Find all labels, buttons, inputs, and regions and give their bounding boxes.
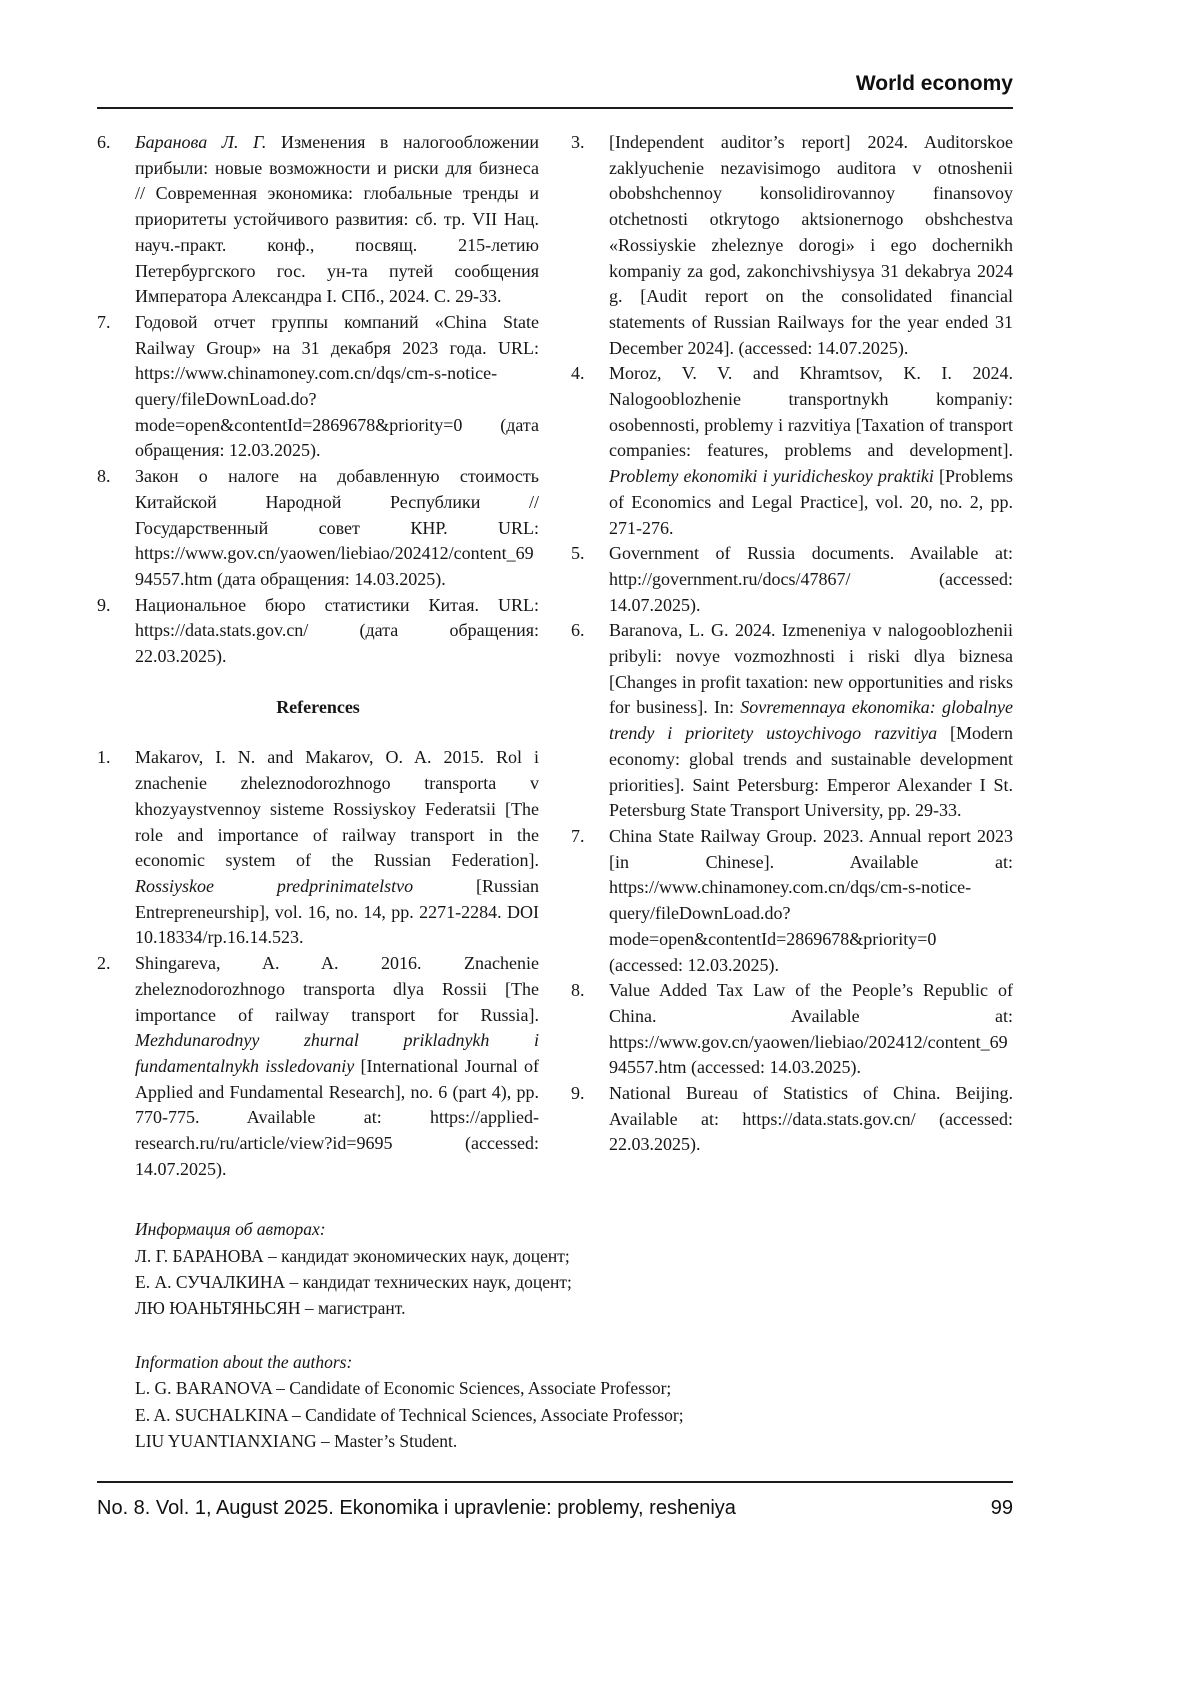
page-content <box>97 0 1013 1454</box>
reference-text: Баранова Л. Г. Изменения в налогообложении прибыли: новые возможности и риски для бизнеса // Современная экономика: глобальные тренды и приоритеты устойчивого развития: сб. тр. VII Нац. науч.-практ. конф., посвящ. 215-летию Петербургского гос. ун-та путей сообщения Императора Александра I. СПб., 2024. С. 29-33. <box>135 132 539 307</box>
reference-number: 1. <box>97 747 111 768</box>
reference-text: Moroz, V. V. and Khramtsov, K. I. 2024. Nalogooblozhenie transportnykh kompaniy: osobennosti, problemy i razvitiya [Taxation of transport companies: features, problems and development]. Problemy ekonomiki i yuridicheskoy praktiki [Problems of Economics and Legal Practice], vol. 20, no. 2, pp. 271-276. <box>609 363 1013 538</box>
authors-heading-russian: Информация об авторах: <box>135 1219 326 1240</box>
reference-number: 8. <box>571 980 585 1001</box>
footer-rule <box>97 1481 1013 1483</box>
reference-item <box>571 824 1013 978</box>
author-line: ЛЮ ЮАНЬТЯНЬСЯН – магистрант. <box>135 1298 406 1319</box>
reference-item <box>571 361 1013 541</box>
author-line: LIU YUANTIANXIANG – Master’s Student. <box>135 1430 458 1451</box>
reference-text: Годовой отчет группы компаний «China State Railway Group» на 31 декабря 2023 года. URL: https://www.chinamoney.com.cn/dqs/cm-s-notice-query/fileDownLoad.do?mode=open&contentId=2869678&priority=0 (дата обращения: 12.03.2025). <box>135 311 539 461</box>
reference-item <box>97 130 539 310</box>
page-footer <box>97 1481 1013 1520</box>
reference-item <box>571 618 1013 824</box>
page-header <box>97 0 1013 109</box>
reference-item <box>97 951 539 1182</box>
author-line: Л. Г. БАРАНОВА – кандидат экономических наук, доцент; <box>135 1245 570 1266</box>
reference-item <box>571 978 1013 1081</box>
reference-number: 6. <box>97 132 111 152</box>
reference-text: Makarov, I. N. and Makarov, O. A. 2015. Rol i znachenie zheleznodorozhnogo transporta v khozyaystvennoy sisteme Rossiyskoy Federatsii [The role and importance of railway transport in the economic system of the Russian Federation]. Rossiyskoe predprinimatelstvo [Russian Entrepreneurship], vol. 16, no. 14, pp. 2271-2284. DOI 10.18334/rp.16.14.523. <box>135 747 540 948</box>
author-line: L. G. BARANOVA – Candidate of Economic Sciences, Associate Professor; <box>135 1378 672 1399</box>
reference-item <box>97 464 539 593</box>
authors-info-russian <box>135 1216 1013 1321</box>
reference-number: 5. <box>571 543 585 564</box>
reference-number: 7. <box>571 825 585 846</box>
reference-number: 9. <box>571 1083 585 1104</box>
section-title: World economy <box>855 72 1013 95</box>
page-number: 99 <box>990 1497 1013 1519</box>
reference-text: Government of Russia documents. Available at: http://government.ru/docs/47867/ (accessed: 14.07.2025). <box>609 543 1013 615</box>
reference-text: Baranova, L. G. 2024. Izmeneniya v nalogooblozhenii pribyli: novye vozmozhnosti i riski dlya biznesa [Changes in profit taxation: new opportunities and risks for business]. In: Sovremennaya ekonomika: globalnye trendy i prioritety ustoychivogo razvitiya [Modern economy: global trends and sustainable development priorities]. Saint Petersburg: Emperor Alexander I St. Petersburg State Transport University, pp. 29-33. <box>609 620 1014 821</box>
reference-number: 4. <box>571 363 585 384</box>
authors-heading-english: Information about the authors: <box>135 1352 353 1373</box>
author-line: Е. А. СУЧАЛКИНА – кандидат технических наук, доцент; <box>135 1271 572 1292</box>
reference-item <box>571 1081 1013 1158</box>
authors-info-english <box>135 1349 1013 1454</box>
footer-row <box>97 1497 1013 1520</box>
reference-number: 6. <box>571 620 585 641</box>
references-heading: References <box>276 696 360 717</box>
reference-number: 3. <box>571 132 585 152</box>
right-column <box>571 130 1013 1182</box>
author-line: E. A. SUCHALKINA – Candidate of Technical Sciences, Associate Professor; <box>135 1404 684 1425</box>
reference-text: [Independent auditor’s report] 2024. Auditorskoe zaklyuchenie nezavisimogo auditora v otnoshenii obobshchennoy konsolidirovannoy finansovoy otchetnosti otkrytogo aktsionernogo obshchestva «Rossiyskie zheleznye dorogi» i ego dochernikh kompaniy za god, zakonchivshiysya 31 dekabrya 2024 g. [Audit report on the consolidated financial statements of Russian Railways for the year ended 31 December 2024]. (accessed: 14.07.2025). <box>609 132 1013 358</box>
issue-info: No. 8. Vol. 1, August 2025. Ekonomika i upravlenie: problemy, resheniya <box>97 1497 736 1519</box>
left-column <box>97 130 539 1182</box>
reference-number: 9. <box>97 594 111 615</box>
header-rule <box>97 107 1013 109</box>
reference-item <box>571 541 1013 618</box>
reference-item <box>97 593 539 670</box>
reference-item <box>97 310 539 464</box>
reference-text: National Bureau of Statistics of China. Beijing. Available at: https://data.stats.gov.cn/ (accessed: 22.03.2025). <box>609 1083 1013 1155</box>
reference-number: 7. <box>97 311 111 332</box>
reference-text: Shingareva, A. A. 2016. Znachenie zheleznodorozhnogo transporta dlya Rossii [The importance of railway transport for Russia]. Mezhdunarodnyy zhurnal prikladnykh i fundamentalnykh issledovaniy [International Journal of Applied and Fundamental Research], no. 6 (part 4), pp. 770-775. Available at: https://applied-research.ru/ru/article/view?id=9695 (accessed: 14.07.2025). <box>135 953 540 1179</box>
reference-number: 2. <box>97 953 111 974</box>
reference-text: China State Railway Group. 2023. Annual report 2023 [in Chinese]. Available at: https://www.chinamoney.com.cn/dqs/cm-s-notice-query/fileDownLoad.do?mode=open&contentId=2869678&priority=0 (accessed: 12.03.2025). <box>609 825 1013 975</box>
reference-text: Value Added Tax Law of the People’s Republic of China. Available at: https://www.gov.cn/yaowen/liebiao/202412/content_6994557.htm (accessed: 14.03.2025). <box>609 980 1013 1078</box>
reference-text: Закон о налоге на добавленную стоимость Китайской Народной Республики // Государственный совет КНР. URL: https://www.gov.cn/yaowen/liebiao/202412/content_6994557.htm (дата обращения: 14.03.2025). <box>135 466 539 589</box>
reference-item <box>97 745 539 951</box>
reference-number: 8. <box>97 466 111 487</box>
reference-item <box>571 130 1013 361</box>
two-column-layout <box>97 130 1013 1182</box>
reference-text: Национальное бюро статистики Китая. URL: https://data.stats.gov.cn/ (дата обращения: 22.03.2025). <box>135 594 539 667</box>
